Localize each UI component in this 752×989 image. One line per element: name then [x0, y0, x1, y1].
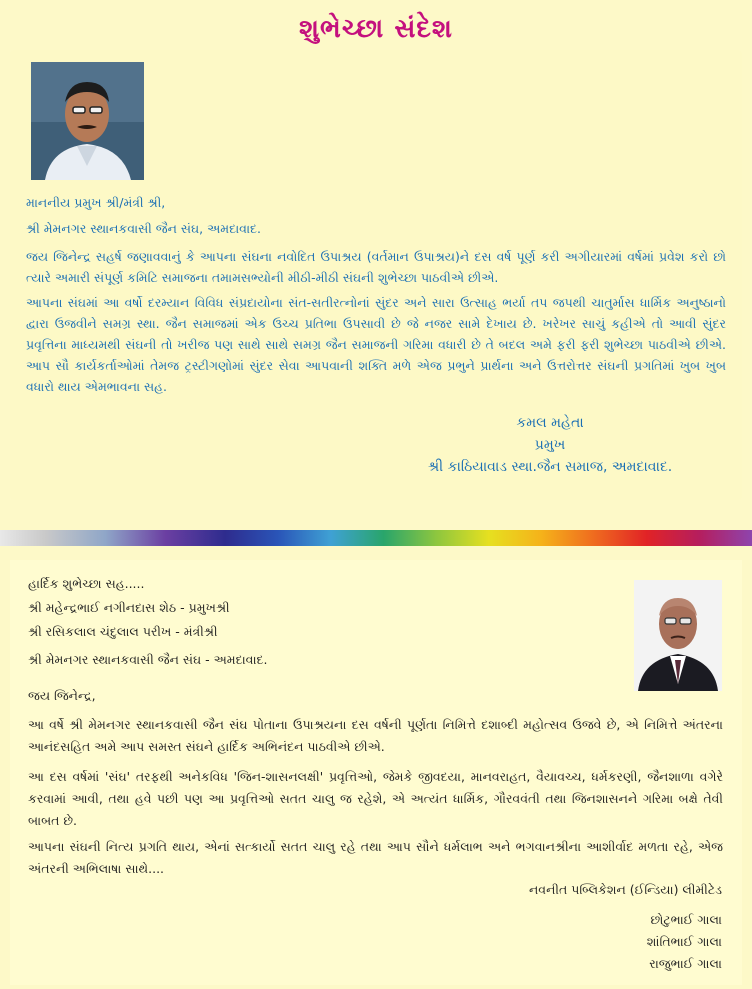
message-two-paragraph-3: આપના સંઘની નિત્ય પ્રગતિ થાય, એનાં સત્કાર્યો સતત ચાલુ રહે તથા આપ સૌને ધર્મલાભ અને ભગવાનશ્રીના આશીર્વાદ મળતા રહે, એજ અંતરની અભિલાષા સાથે.... — [28, 839, 723, 876]
portrait-photo-2 — [634, 580, 722, 691]
signatory-1: છોટુભાઈ ગાલા — [650, 912, 722, 927]
salutation: માનનીય પ્રમુખ શ્રી/મંત્રી શ્રી, — [26, 195, 166, 210]
addressee-president: શ્રી મહેન્દ્રભાઈ નગીનદાસ શેઠ - પ્રમુખશ્રી — [28, 600, 230, 615]
addressee-secretary: શ્રી રસિકલાલ ચંદુલાલ પરીખ - મંત્રીશ્રી — [28, 624, 218, 639]
page-title: શુભેચ્છા સંદેશ — [299, 14, 453, 44]
rainbow-divider — [0, 530, 752, 546]
signatory-3: રાજુભાઈ ગાલા — [649, 956, 722, 971]
message-two-paragraph-2: આ દસ વર્ષમાં 'સંઘ' તરફથી અનેકવિધ 'જિન-શાસનલક્ષી' પ્રવૃત્તિઓ, જેમકે જીવદયા, માનવરાહત, વૈયાવચ્ચ, ધર્મકરણી, જૈનશાળા વગેરે કરવામાં આવી, તથા હવે પછી પણ આ પ્રવૃત્તિઓ સતત ચાલુ જ રહેશે, એ અત્યંત ધાર્મિક, ગૌરવવંતી તથા જિનશાસનને ગરિમા બક્ષે તેવી બાબત છે. — [28, 769, 723, 828]
signatory-2: શાંતિભાઈ ગાલા — [646, 934, 722, 949]
portrait-photo-1 — [31, 62, 144, 180]
message-two-paragraph-1: આ વર્ષે શ્રી મેમનગર સ્થાનકવાસી જૈન સંઘ પોતાના ઉપાશ્રયના દસ વર્ષની પૂર્ણતા નિમિત્તે દશાબ્દી મહોત્સવ ઉજવે છે, એ નિમિત્તે અંતરના આનંદસહિત અમે આપ સમસ્ત સંઘને હાર્દિક અભિનંદન પાઠવીએ છીએ. — [28, 717, 723, 754]
addressee: શ્રી મેમનગર સ્થાનકવાસી જૈન સંઘ, અમદાવાદ. — [26, 221, 261, 236]
jay-jinendra: જય જિનેન્દ્ર, — [28, 688, 96, 703]
message-one-paragraph-2: આપના સંઘમાં આ વર્ષો દરમ્યાન વિવિધ સંપ્રદાયોના સંત-સતીરત્નોનાં સુંદર અને સારા ઉત્સાહ ભર્યા તપ જપથી ચાતુર્માસ ધાર્મિક અનુષ્ઠાનો દ્વારા ઉજવીને સમગ્ર સ્થા. જૈન સમાજમાં એક ઉચ્ચ પ્રતિભા ઉપસાવી છે જે નજર સામે દેખાય છે. ખરેખર સાચું કહીએ તો આવી સુંદર પ્રવૃત્તિના માધ્યમથી સંઘની તો ખરીજ પણ સાથે સાથે સમગ્ર જૈન સમાજની ગરિમા વધારી છે તે બદલ અમે ફરી ફરી શુભેચ્છા પાઠવીએ છીએ. આપ સૌ કાર્યકર્તાઓમાં તેમજ ટ્રસ્ટીગણોમાં સુંદર સેવા આપવાની શક્તિ મળે એજ પ્રભુને પ્રાર્થના અને ઉત્તરોત્તર સંઘની પ્રગતિમાં ખુબ ખુબ વધારો થાય એમભાવના સહ. — [26, 295, 726, 394]
message-one-paragraph-1: જય જિનેન્દ્ર સહર્ષ જણાવવાનું કે આપના સંઘના નવોદિત ઉપાશ્રય (વર્તમાન ઉપાશ્રય)ને દસ વર્ષ પૂર્ણ કરી અગીયારમાં વર્ષમાં પ્રવેશ કરો છો ત્યારે અમારી સંપૂર્ણ કમિટિ સમાજના તમામસભ્યોની મીઠી-મીઠી સંઘની શુભેચ્છા પાઠવીએ છીએ. — [26, 249, 726, 285]
company-name: નવનીત પબ્લિકેશન (ઈન્ડિયા) લીમીટેડ — [528, 882, 722, 897]
signer-name: કમલ મહેતા — [516, 415, 584, 431]
greeting: હાર્દિક શુભેચ્છા સહ..... — [28, 576, 145, 591]
signer-role: પ્રમુખ — [534, 437, 566, 453]
addressee-sangh: શ્રી મેમનગર સ્થાનકવાસી જૈન સંઘ - અમદાવાદ. — [28, 652, 268, 667]
signer-organization: શ્રી કાઠિયાવાડ સ્થા.જૈન સમાજ, અમદાવાદ. — [427, 459, 673, 475]
